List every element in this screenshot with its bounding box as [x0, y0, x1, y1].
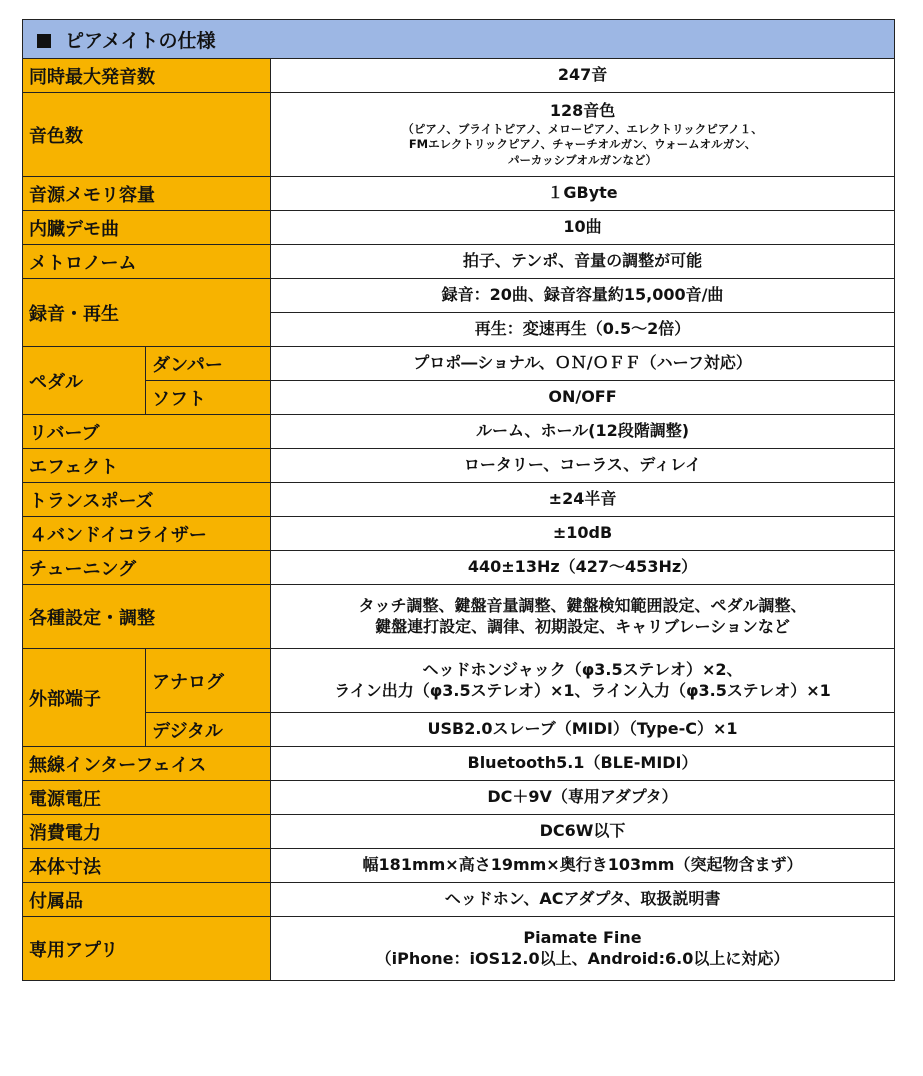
- row-value: [271, 93, 895, 177]
- row-sublabel: アナログ: [146, 649, 271, 713]
- row-value: 247音: [271, 59, 895, 93]
- table-row: [23, 781, 895, 815]
- row-value: プロポ―ショナル、ＯＮ/ＯＦＦ（ハーフ対応）: [271, 347, 895, 381]
- row-value: USB2.0スレーブ（MIDI）（Type-C）×1: [271, 713, 895, 747]
- table-row: [23, 883, 895, 917]
- row-value: 幅181mm×高さ19mm×奥行き103mm（突起物含まず）: [271, 849, 895, 883]
- table-row: [23, 93, 895, 177]
- title-row: [23, 20, 895, 59]
- table-row: [23, 517, 895, 551]
- spec-table: [22, 19, 895, 981]
- table-row: [23, 917, 895, 981]
- table-row: [23, 815, 895, 849]
- row-value: [271, 585, 895, 649]
- table-row: [23, 483, 895, 517]
- row-label: 音色数: [23, 93, 271, 177]
- table-row: [23, 585, 895, 649]
- row-sublabel: ソフト: [146, 381, 271, 415]
- tones-note-line: （ピアノ、ブライトピアノ、メローピアノ、エレクトリックピアノ１、: [402, 121, 763, 136]
- row-label: 内臓デモ曲: [23, 211, 271, 245]
- square-bullet-icon: [37, 34, 51, 48]
- row-label: ペダル: [23, 347, 146, 415]
- app-name: Piamate Fine: [523, 927, 642, 947]
- settings-line: 鍵盤連打設定、調律、初期設定、キャリブレーションなど: [375, 616, 790, 636]
- table-row: [23, 849, 895, 883]
- table-row: [23, 415, 895, 449]
- analog-line: ヘッドホンジャック（φ3.5ステレオ）×2、: [422, 659, 743, 679]
- table-row: [23, 347, 895, 381]
- row-value: １GByte: [271, 177, 895, 211]
- row-label: 録音・再生: [23, 279, 271, 347]
- row-label: 電源電圧: [23, 781, 271, 815]
- analog-line: ライン出力（φ3.5ステレオ）×1、ライン入力（φ3.5ステレオ）×1: [334, 680, 831, 700]
- row-label: 外部端子: [23, 649, 146, 747]
- row-label: ４バンドイコライザー: [23, 517, 271, 551]
- row-value: 再生：変速再生（0.5〜2倍）: [271, 313, 895, 347]
- table-row: [23, 279, 895, 313]
- table-row: [23, 747, 895, 781]
- row-sublabel: ダンパー: [146, 347, 271, 381]
- row-label: リバーブ: [23, 415, 271, 449]
- app-requirements: （iPhone：iOS12.0以上、Android:6.0以上に対応）: [375, 948, 790, 968]
- table-row: [23, 551, 895, 585]
- row-value: 録音：20曲、録音容量約15,000音/曲: [271, 279, 895, 313]
- row-value: [271, 917, 895, 981]
- row-label: エフェクト: [23, 449, 271, 483]
- table-row: [23, 59, 895, 93]
- row-value: 10曲: [271, 211, 895, 245]
- row-value: Bluetooth5.1（BLE-MIDI）: [271, 747, 895, 781]
- row-value: DC＋9V（専用アダプタ）: [271, 781, 895, 815]
- table-row: [23, 381, 895, 415]
- row-value: ルーム、ホール(12段階調整): [271, 415, 895, 449]
- row-value: DC6W以下: [271, 815, 895, 849]
- table-title-text: ピアメイトの仕様: [65, 29, 216, 52]
- table-row: [23, 245, 895, 279]
- row-label: トランスポーズ: [23, 483, 271, 517]
- tones-count: 128音色: [549, 100, 616, 120]
- row-value: 440±13Hz（427〜453Hz）: [271, 551, 895, 585]
- table-row: [23, 211, 895, 245]
- row-value: [271, 649, 895, 713]
- row-label: 本体寸法: [23, 849, 271, 883]
- row-value: ON/OFF: [271, 381, 895, 415]
- row-label: チューニング: [23, 551, 271, 585]
- table-row: [23, 713, 895, 747]
- row-label: 専用アプリ: [23, 917, 271, 981]
- tones-note-line: パーカッシブオルガンなど）: [507, 152, 658, 167]
- row-label: 各種設定・調整: [23, 585, 271, 649]
- row-label: 付属品: [23, 883, 271, 917]
- row-label: 無線インターフェイス: [23, 747, 271, 781]
- settings-line: タッチ調整、鍵盤音量調整、鍵盤検知範囲設定、ペダル調整、: [358, 595, 807, 615]
- row-label: 音源メモリ容量: [23, 177, 271, 211]
- row-value: ±24半音: [271, 483, 895, 517]
- table-row: [23, 177, 895, 211]
- row-value: ±10dB: [271, 517, 895, 551]
- row-value: 拍子、テンポ、音量の調整が可能: [271, 245, 895, 279]
- row-label: 消費電力: [23, 815, 271, 849]
- row-value: ロータリー、コーラス、ディレイ: [271, 449, 895, 483]
- row-label: 同時最大発音数: [23, 59, 271, 93]
- tones-note-line: FMエレクトリックピアノ、チャーチオルガン、ウォームオルガン、: [408, 137, 757, 152]
- row-sublabel: デジタル: [146, 713, 271, 747]
- table-row: [23, 649, 895, 713]
- row-value: ヘッドホン、ACアダプタ、取扱説明書: [271, 883, 895, 917]
- table-title: [23, 20, 895, 59]
- table-row: [23, 449, 895, 483]
- row-label: メトロノーム: [23, 245, 271, 279]
